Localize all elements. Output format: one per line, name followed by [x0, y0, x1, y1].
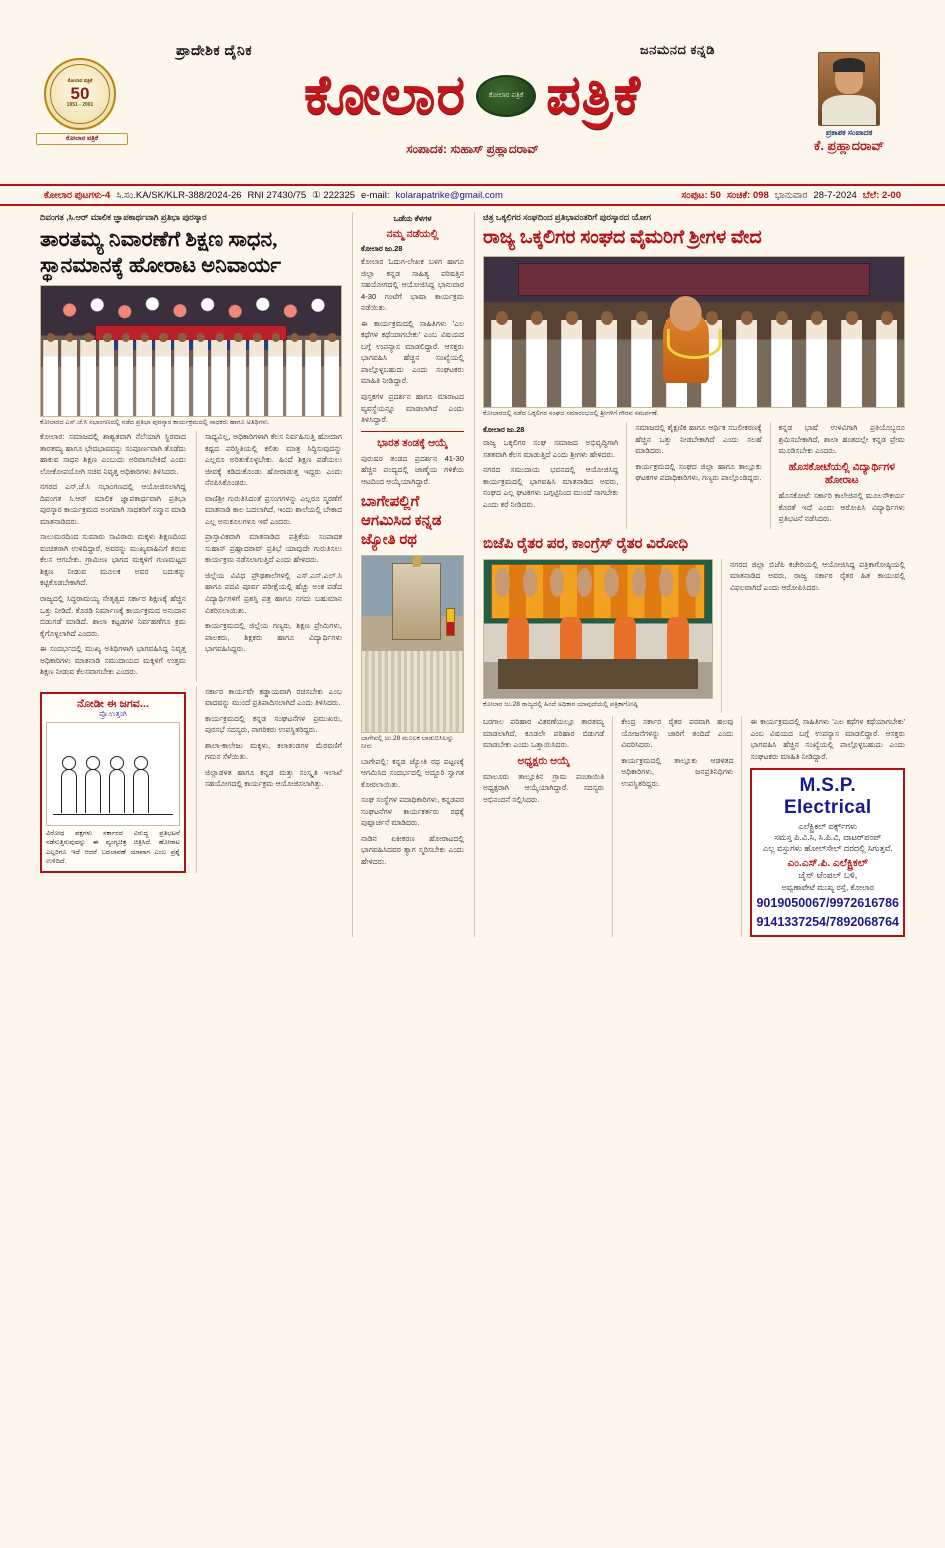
lead-story: [40, 212, 342, 937]
publication-date: 28-7-2024: [813, 189, 857, 201]
day-of-week: ಭಾನುವಾರ: [774, 189, 808, 201]
paragraph: ನಾಡಿನ ಏಕೀಕರಣ ಹೋರಾಟದಲ್ಲಿ ಭಾಗವಹಿಸಿದವರ ತ್ಯಾಗ ಸ್ಮರಿಸಬೇಕು ಎಂದು ಹೇಳಿದರು.: [361, 833, 464, 866]
edition-label: ಕೋಲಾರ ಪುಟಗಳು-4: [44, 189, 111, 201]
bjp-press-meet-photo: [483, 559, 713, 699]
cartoon-artist: ಪ್ರೊ.ಉತ್ತಂಗಿ: [99, 710, 127, 718]
right-sub-col-2: [626, 422, 761, 528]
centre-column: [352, 212, 464, 937]
right-sub-col-3: [770, 422, 905, 528]
editor-line: ಸಂಪಾದಕ: ಸುಹಾಸ್ ಪ್ರಹ್ಲಾದರಾವ್: [406, 142, 539, 156]
okkaliga-kicker: ಚಿತ್ರ ಒಕ್ಕಲಿಗರ ಸಂಘದಿಂದ ಪ್ರತಿಭಾವಂತರಿಗೆ ಪುರಸ್ಕಾರದ ಯೋಗ: [483, 212, 651, 222]
volume-number: ಸಂಪುಟ: 50: [681, 189, 721, 201]
page-content: [0, 206, 945, 945]
bjp-sub-col-3: [741, 716, 905, 937]
publisher-block: [797, 52, 901, 154]
right-block: [474, 212, 905, 937]
ad-line-1: ಎಲೆಕ್ಟ್ರಿಕಲ್ ವರ್ಕ್ಸ್‌ಗಳು: [798, 821, 858, 832]
rni-number: RNI 27430/75: [247, 189, 307, 201]
masthead-title-left: ಕೋಲಾರ: [303, 65, 467, 125]
publisher-role: ಪ್ರಕಾಶಕ ಸಂಪಾದಕ: [825, 128, 873, 137]
paragraph: ಕೇಂದ್ರ ಸರ್ಕಾರ ರೈತರ ಪರವಾಗಿ ಹಲವು ಯೋಜನೆಗಳನ್ನು ಜಾರಿಗೆ ತಂದಿದೆ ಎಂದು ವಿವರಿಸಿದರು.: [621, 717, 734, 750]
masthead-kicker-left: ಪ್ರಾದೇಶಿಕ ದೈನಿಕ: [176, 42, 253, 58]
paragraph: ಸಂಘ ಸಂಸ್ಥೆಗಳ ಪದಾಧಿಕಾರಿಗಳು, ಕನ್ನಡಪರ ಸಂಘಟನೆಗಳ ಕಾರ್ಯಕರ್ತರು ರಥಕ್ಕೆ ಪುಷ್ಪಾರ್ಚನೆ ಮಾಡಿದರು.: [361, 795, 464, 828]
okkaliga-photo: [483, 256, 905, 408]
publisher-photo: [818, 52, 880, 126]
masthead-title-right: ಪತ್ರಿಕೆ: [546, 65, 642, 125]
lead-photo-caption: ಕೋಲಾರದ ಎಸ್.ಜೆ.ಸಿ ಸಭಾಂಗಣದಲ್ಲಿ ನಡೆದ ಪ್ರತಿಭಾ ಪುರಸ್ಕಾರ ಕಾರ್ಯಕ್ರಮದಲ್ಲಿ ಸಾಧಕರು ಹಾಗೂ ಅತಿಥಿಗಳು.: [40, 418, 270, 426]
masthead-seal-icon: ಕೋಲಾರ ಪತ್ರಿಕೆ: [476, 75, 536, 117]
ad-phone-1[interactable]: 9019050067/9972616786: [756, 896, 899, 911]
bjp-sub-col-1: [483, 716, 604, 937]
centre-kicker: ಒಡೆಯ ಕೆಳಗಳ: [393, 214, 432, 223]
publisher-name: ಕೆ. ಪ್ರಹ್ಲಾದರಾವ್: [813, 138, 885, 153]
paragraph: ಪುರುಷರ ತಂಡದ ಪ್ರದರ್ಶನ 41-30 ಹೆಚ್ಚಿನ ಪಂದ್ಯದಲ್ಲಿ ಜಾಣ್ಮೆಯ ಗಳಿಕೆಯ ಆಟದಿಂದ ಆಯ್ಕೆಯಾಗಿದ್ದಾರೆ.: [361, 453, 464, 486]
paragraph: ಬಾಗೇಪಲ್ಲಿ: ಕನ್ನಡ ಜ್ಯೋತಿ ರಥ ಪಟ್ಟಣಕ್ಕೆ ಆಗಮಿಸಿದ ಸಂದರ್ಭದಲ್ಲಿ ಅದ್ದೂರಿ ಸ್ವಾಗತ ಕೋರಲಾಯಿತು.: [361, 756, 464, 789]
paragraph: ಕನ್ನಡ ಭಾಷೆ ಉಳಿವಿಗಾಗಿ ಪ್ರತಿಯೊಬ್ಬರೂ ಶ್ರಮಿಸಬೇಕಾಗಿದೆ, ಶಾಲಾ ಹಂತದಲ್ಲೇ ಕನ್ನಡ ಪ್ರೇಮ ಮೂಡಿಸಬೇಕು ಎಂದರು.: [778, 423, 905, 456]
bjp-photo-caption: ಕೋಲಾರ ಜು.28 ರಾಜ್ಯದಲ್ಲಿ ಹಿಂದೆ ಅಧಿಕಾರ ಯಾವುದೆಯಲ್ಲಿ ಪತ್ರಿಕಾಗೋಷ್ಠಿ: [483, 700, 638, 708]
bjp-sub-col-2: [612, 716, 733, 937]
okkaliga-headline: ರಾಜ್ಯ ಒಕ್ಕಲಿಗರ ಸಂಘದ ವೈಮರಿಗೆ ಶ್ರೀಗಳ ವೇದ: [483, 227, 762, 248]
info-bar: [0, 186, 945, 206]
paragraph: ಬರಗಾಲ ಪರಿಹಾರ ವಿತರಣೆಯಲ್ಲೂ ತಾರತಮ್ಯ ಮಾಡಲಾಗಿದೆ, ಕೂಡಲೇ ಪರಿಹಾರ ಬಿಡುಗಡೆ ಮಾಡಬೇಕು ಎಂದು ಒತ್ತಾಯಿಸಿದರು.: [483, 717, 605, 750]
hoskote-mini-headline: ಹೊಸಕೋಟೆಯಲ್ಲಿ ವಿದ್ಯಾರ್ಥಿಗಳ ಹೋರಾಟ: [788, 460, 895, 487]
ad-brand-name: M.S.P. Electrical: [783, 775, 872, 819]
paragraph: ನಗರದ ಎಸ್.ಜೆ.ಸಿ ಸಭಾಂಗಣದಲ್ಲಿ ಆಯೋಜಿಸಲಾಗಿದ್ದ ದಿವಂಗತ ಸಿ.ಆರ್ ಮಾಲಿಕ ಜ್ಞಾಪಕಾರ್ಥವಾಗಿ ಪ್ರತಿಭಾ ಪುರಸ್ಕಾರ ಕಾರ್ಯಕ್ರಮದ ಅಂಗವಾಗಿ ಸಾಧಕರಿಗೆ ಸನ್ಮಾನ ಮಾಡಿ ಮಾತನಾಡಿದರು.: [40, 482, 186, 526]
ad-shop-name: ಎಂ.ಎಸ್.ಪಿ. ಎಲೆಕ್ಟ್ರಿಕಲ್: [787, 857, 868, 870]
email-address[interactable]: kolarapatrike@gmail.com: [395, 189, 503, 201]
emblem-anniversary-number: 50: [70, 83, 90, 103]
registration-number: ಸಿ.ಸಂ.KA/SK/KLR-388/2024-26: [116, 189, 242, 201]
paragraph: ನಗರದ ಸಮುದಾಯ ಭವನದಲ್ಲಿ ಆಯೋಜಿಸಿದ್ದ ಕಾರ್ಯಕ್ರಮದಲ್ಲಿ ಭಾಗವಹಿಸಿ ಮಾತನಾಡಿದ ಅವರು, ಸಂಘದ ಎಲ್ಲ ಘಟಕಗಳು ಒಗ್ಗಟ್ಟಿನಿಂದ ಮುಂದೆ ಸಾಗಬೇಕು ಎಂದು ಕರೆ ನೀಡಿದರು.: [483, 465, 619, 509]
paragraph: ಕಾರ್ಯಕ್ರಮದಲ್ಲಿ ಸಂಘದ ಜಿಲ್ಲಾ ಹಾಗೂ ತಾಲ್ಲೂಕು ಘಟಕಗಳ ಪದಾಧಿಕಾರಿಗಳು, ಗಣ್ಯರು ಪಾಲ್ಗೊಂಡಿದ್ದರು.: [635, 461, 762, 483]
centre-subhead: ನಮ್ಮ ನಡೆಯಲ್ಲಿ: [386, 228, 439, 240]
advertisement-msp-electrical[interactable]: [750, 768, 905, 937]
paragraph: ವಾಣಿಶ್ರೀ ಗುರುತಿಸಿದಂತೆ ಪ್ರಸಂಗಗಳನ್ನು ಎಲ್ಲರೂ ಸ್ಮರಣೆಗೆ ಮಾತನಾಡಿ ಕಾಲ ಬದಲಾಗಿದೆ, ಇಂದು ಶಾಲೆಯಲ್ಲಿ ಬೇಕಾದ ಎಲ್ಲ ಅನುಕೂಲಗಳೂ ಇವೆ ಎಂದರು.: [205, 493, 342, 526]
bjp-text-side: [721, 559, 905, 714]
paragraph: ಶಾಲಾ-ಕಾಲೇಜು ಮಕ್ಕಳು, ಕಲಾತಂಡಗಳ ಮೆರವಣಿಗೆ ಗಮನ ಸೆಳೆಯಿತು.: [205, 740, 342, 762]
jyothi-ratha-caption: ಬಾಗೇಪಲ್ಲಿ ಜು.28 ಮೂಲಕ ಬಾಡುಬಿಸಿಲನ್ನು ನೀರು: [361, 734, 454, 751]
paragraph: ಜಿಲ್ಲೆಯ ವಿವಿಧ ಪ್ರೌಢಶಾಲೆಗಳಲ್ಲಿ ಎಸ್.ಎಸ್.ಎಲ್.ಸಿ ಹಾಗೂ ಪದವಿ ಪೂರ್ವ ಪರೀಕ್ಷೆಯಲ್ಲಿ ಹೆಚ್ಚು ಅಂಕ ಪಡೆದ ವಿದ್ಯಾರ್ಥಿಗಳಿಗೆ ಪ್ರಶಸ್ತಿ ಪತ್ರ ಹಾಗೂ ನಗದು ಬಹುಮಾನ ವಿತರಿಸಲಾಯಿತು.: [205, 570, 342, 615]
cartoon-artwork: [46, 722, 180, 826]
lead-headline: ತಾರತಮ್ಯ ನಿವಾರಣೆಗೆ ಶಿಕ್ಷಣ ಸಾಧನ, ಸ್ಥಾನಮಾನಕ್ಕೆ ಹೋರಾಟ ಅನಿವಾರ್ಯ: [40, 227, 282, 278]
jyothi-ratha-text: [196, 686, 342, 873]
ad-line-3: ಎಲ್ಲ ವಸ್ತುಗಳು ಹೋಲ್‌ಸೇಲ್ ದರದಲ್ಲಿ ಸಿಗುತ್ತವೆ.: [762, 843, 893, 854]
paragraph: ಪ್ರಾಸ್ತಾವಿಕವಾಗಿ ಮಾತನಾಡಿದ ಪತ್ರಿಕೆಯ ಸಂಪಾದಕ ಸುಹಾಸ್ ಪ್ರಹ್ಲಾದರಾವ್ ಪ್ರತಿಭೆ ಯಾವುದೇ ಗುರುತಿಸಲು ಕಾರ್ಯಕ್ರಮ ನಡೆಸಲಾಗುತ್ತಿದೆ ಎಂದು ಹೇಳಿದರು.: [205, 532, 342, 565]
right-sub-col-1: [483, 422, 618, 528]
paragraph: ಮಾಲೂರು ತಾಲ್ಲೂಕಿನ ಗ್ರಾಮ ಪಂಚಾಯಿತಿ ಅಧ್ಯಕ್ಷರಾಗಿ ಆಯ್ಕೆಯಾಗಿದ್ದಾರೆ. ಸದಸ್ಯರು ಅಭಿನಂದನೆ ಸಲ್ಲಿಸಿದರು.: [483, 771, 605, 804]
emblem-caption: ಕೋಲಾರ ಪತ್ರಿಕೆ: [36, 133, 128, 145]
okkaliga-dateline: ಕೋಲಾರ ಜು.28: [483, 425, 525, 435]
bjp-photo-wrap: [483, 559, 713, 714]
emblem-years: 1951 - 2001: [66, 102, 94, 109]
okkaliga-photo-caption: ಕೋಲಾರದಲ್ಲಿ ನಡೆದ ಒಕ್ಕಲಿಗರ ಸಂಘದ ಸಮಾರಂಭದಲ್ಲಿ ಶ್ರೀಗಳಿಗೆ ಗೌರವ ಸಮರ್ಪಣೆ.: [483, 409, 659, 417]
paragraph: ಈ ಸಂದರ್ಭದಲ್ಲಿ ಮುಖ್ಯ ಅತಿಥಿಗಳಾಗಿ ಭಾಗವಹಿಸಿದ್ದ ನಿವೃತ್ತ ಅಧಿಕಾರಿಗಳು ಮಾತನಾಡಿ ಸಮುದಾಯದ ಮಕ್ಕಳಿಗೆ ಉತ್ತಮ ಶಿಕ್ಷಣ ನೀಡುವ ಕೆಲಸವಾಗಬೇಕು ಎಂದರು.: [40, 644, 186, 677]
issue-number: ಸಂಚಿಕೆ: 098: [726, 189, 769, 201]
paragraph: ಕಾರ್ಯಕ್ರಮದಲ್ಲಿ ಜಿಲ್ಲೆಯ ಗಣ್ಯರು, ಶಿಕ್ಷಣ ಪ್ರೇಮಿಗಳು, ಪಾಲಕರು, ಶಿಕ್ಷಕರು ಹಾಗೂ ವಿದ್ಯಾರ್ಥಿಗಳು ಭಾಗವಹಿಸಿದ್ದರು.: [205, 621, 342, 654]
ad-address: ಅವ್ವಣಾಪೇಟೆ ಮುಖ್ಯ ರಸ್ತೆ, ಕೋಲಾರ: [781, 883, 874, 893]
cartoon-title: ನೋಡೀ ಈ ಜಗವ...: [76, 697, 150, 710]
paragraph: ಈ ಕಾರ್ಯಕ್ರಮದಲ್ಲಿ ಸಾಹಿತಿಗಳು 'ಎಲ ಕಥೆಗಳ ಕಥೆಯಾಗಬೇಕು' ಎಂಬ ವಿಷಯದ ಬಗ್ಗೆ ಉಪನ್ಯಾಸ ಮಾಡಲಿದ್ದಾರೆ. ಆಸಕ್ತರು ಭಾಗವಹಿಸಿ ಹೆಚ್ಚಿನ ಸಂಖ್ಯೆಯಲ್ಲಿ ಪಾಲ್ಗೊಳ್ಳಬಹುದು ಎಂದು ಸಂಘಟಕರು ಮಾಹಿತಿ ನೀಡಿದ್ದಾರೆ.: [361, 318, 464, 386]
paragraph: ಕೋಲಾರ: ಸಮಾಜದಲ್ಲಿ ಶಾಶ್ವತವಾಗಿ ನೆಲೆಯಾಗಿ ಸ್ಥಿರವಾದ ತಾರತಮ್ಯ ಹಾಗೂ ಭೇದಭಾವವನ್ನು ಸಂಪೂರ್ಣವಾಗಿ ತೊಡೆದು ಹಾಕುವ ಸಾಧನ ಶಿಕ್ಷಣ ಎಂಬುದು ಅರಿವಾಗಬೇಕಿದೆ ಎಂದು ಲೋಕೋಪಯೋಗಿ ಸಚಿವ ನಿವೃತ್ತ ಅಧಿಕಾರಿಗಳು ತಿಳಿಸಿದರು.: [40, 432, 186, 476]
cartoon-caption: ವಿರೋಧ ಪಕ್ಷಗಳು ಸರ್ಕಾರದ ವಿರುದ್ಧ ಪ್ರತಿಭಟನೆ ನಡೆಸುತ್ತಿರುವುದನ್ನು ಈ ವ್ಯಂಗ್ಯಚಿತ್ರ ಚಿತ್ರಿಸಿದೆ. ಹೋರಾಟ ಎಲ್ಲರಿಗೂ ಇದೆ ಆದರೆ ಬದಲಾವಣೆ ಯಾವಾಗ ಎಂಬ ಪ್ರಶ್ನೆ ಉಳಿದಿದೆ.: [46, 829, 180, 866]
paragraph: ನಗರದ ಜಿಲ್ಲಾ ಬಿಜೆಪಿ ಕಚೇರಿಯಲ್ಲಿ ಆಯೋಜಿಸಿದ್ದ ಪತ್ರಿಕಾಗೋಷ್ಠಿಯಲ್ಲಿ ಮಾತನಾಡಿದ ಅವರು, ರಾಜ್ಯ ಸರ್ಕಾರ ರೈತರ ಹಿತ ಕಾಯುವಲ್ಲಿ ವಿಫಲವಾಗಿದೆ ಎಂದು ಆರೋಪಿಸಿದರು.: [730, 559, 905, 592]
paragraph: ಹೊಸಕೋಟೆ: ಸರ್ಕಾರಿ ಕಾಲೇಜಿನಲ್ಲಿ ಮೂಲಸೌಕರ್ಯ ಕೊರತೆ ಇದೆ ಎಂದು ಆರೋಪಿಸಿ ವಿದ್ಯಾರ್ಥಿಗಳು ಪ್ರತಿಭಟನೆ ನಡೆಸಿದರು.: [778, 491, 905, 524]
paragraph: ಕಾರ್ಯಕ್ರಮದಲ್ಲಿ ಕನ್ನಡ ಸಂಘಟನೆಗಳ ಪ್ರಮುಖರು, ಪುರಸಭೆ ಸದಸ್ಯರು, ನಾಗರಿಕರು ಉಪಸ್ಥಿತರಿದ್ದರು.: [205, 713, 342, 735]
cover-price: ಬೆಲೆ: 2-00: [862, 189, 901, 201]
bjp-headline: ಬಿಜೆಪಿ ರೈತರ ಪರ, ಕಾಂಗ್ರೆಸ್ ರೈತರ ವಿರೋಧಿ: [483, 535, 689, 552]
paragraph: ಪುಸ್ತಕಗಳ ಪ್ರದರ್ಶನ ಹಾಗೂ ಮಾರಾಟದ ವ್ಯವಸ್ಥೆಯನ್ನೂ ಮಾಡಲಾಗಿದೆ ಎಂದು ತಿಳಿಸಿದ್ದಾರೆ.: [361, 391, 464, 425]
lead-text-column-2: [196, 431, 342, 682]
ad-phone-2[interactable]: 9141337254/7892068764: [756, 914, 899, 929]
phone-number: ① 222325: [312, 189, 356, 201]
centre-mini-headline: ಭಾರತ ತಂಡಕ್ಕೆ ಆಯ್ಕೆ: [377, 436, 448, 449]
jyothi-ratha-photo: [361, 555, 464, 733]
ad-landmark: ಜೈನ್ ಟೆಂಪಲ್ ಬಳಿ,: [798, 870, 858, 881]
paragraph: ರಾಜ್ಯ ಒಕ್ಕಲಿಗರ ಸಂಘ ಸಮಾಜದ ಅಭಿವೃದ್ಧಿಗಾಗಿ ಸತತವಾಗಿ ಕೆಲಸ ಮಾಡುತ್ತಿದೆ ಎಂದು ಶ್ರೀಗಳು ಹೇಳಿದರು.: [483, 438, 619, 459]
lead-photo: [40, 285, 342, 417]
paragraph: ರಾಜ್ಯದಲ್ಲಿ ಸಿದ್ಧರಾಮಯ್ಯ ನೇತೃತ್ವದ ಸರ್ಕಾರ ಶಿಕ್ಷಣಕ್ಕೆ ಹೆಚ್ಚಿನ ಒತ್ತು ನೀಡಿದೆ. ಕೊಠಡಿ ನಿರ್ಮಾಣಕ್ಕೆ ಕಾರ್ಯಕ್ರಮದ ಅನುದಾನ ಬಿಡುಗಡೆ ಮಾಡಿದೆ. ಶಾಲಾ ಕಟ್ಟಡಗಳ ನಿರ್ವಹಣೆಗೂ ಕ್ರಮ ಕೈಗೊಳ್ಳಲಾಗಿದೆ ಎಂದರು.: [40, 593, 186, 638]
lead-text-column-1: [40, 431, 186, 682]
email-label: e-mail:: [361, 189, 390, 201]
masthead-kicker-right: ಜನಮನದ ಕನ್ನಡಿ: [639, 42, 715, 57]
centre-dateline: ಕೋಲಾರ ಜು.28: [361, 244, 403, 254]
lead-dateline: ದಿವಂಗತ ,ಸಿ.ಆರ್ ಮಾಲಿಕ ಜ್ಞಾಪಕಾರ್ಥವಾಗಿ ಪ್ರತಿಭಾ ಪುರಸ್ಕಾರ: [40, 212, 207, 222]
masthead: [0, 0, 945, 186]
emblem-top-text: ಕೋಲಾರ ಪತ್ರಿಕೆ: [67, 78, 93, 85]
jyothi-ratha-headline: ಬಾಗೇಪಲ್ಲಿಗೆ ಆಗಮಿಸಿದ ಕನ್ನಡ ಜ್ಯೋತಿ ರಥ: [361, 494, 442, 548]
paragraph: ಸರ್ಕಾರ ಕಾರ್ಯವೇ ಕಡ್ಡಾಯವಾಗಿ ರಚಿಸಬೇಕು ಎಂಬ ವಾದವನ್ನು ಮುಂದೆ ಪ್ರತಿಪಾದಿಸಲಾಗಿದೆ ಎಂದು ತಿಳಿಸಿದರು.: [205, 686, 342, 708]
paragraph: ಈ ಕಾರ್ಯಕ್ರಮದಲ್ಲಿ ಸಾಹಿತಿಗಳು 'ಎಲ ಕಥೆಗಳ ಕಥೆಯಾಗಬೇಕು' ಎಂಬ ವಿಷಯದ ಬಗ್ಗೆ ಉಪನ್ಯಾಸ ಮಾಡಲಿದ್ದಾರೆ. ಆಸಕ್ತರು ಭಾಗವಹಿಸಿ ಹೆಚ್ಚಿನ ಸಂಖ್ಯೆಯಲ್ಲಿ ಪಾಲ್ಗೊಳ್ಳಬಹುದು ಎಂದು ಸಂಘಟಕರು ಮಾಹಿತಿ ನೀಡಿದ್ದಾರೆ.: [750, 717, 905, 761]
paragraph: ಸಮಾಜದಲ್ಲಿ ಶೈಕ್ಷಣಿಕ ಹಾಗೂ ಆರ್ಥಿಕ ಸಬಲೀಕರಣಕ್ಕೆ ಹೆಚ್ಚಿನ ಒತ್ತು ನೀಡಬೇಕಾಗಿದೆ ಎಂದು ಸಲಹೆ ಮಾಡಿದರು.: [635, 423, 762, 456]
paragraph: ಜಿಲ್ಲಾಡಳಿತ ಹಾಗೂ ಕನ್ನಡ ಮತ್ತು ಸಂಸ್ಕೃತಿ ಇಲಾಖೆ ಸಹಯೋಗದಲ್ಲಿ ಕಾರ್ಯಕ್ರಮ ಆಯೋಜಿಸಲಾಗಿತ್ತು.: [205, 767, 342, 789]
paragraph: ಕಾರ್ಯಕ್ರಮದಲ್ಲಿ ತಾಲ್ಲೂಕು ಆಡಳಿತದ ಅಧಿಕಾರಿಗಳು, ಜನಪ್ರತಿನಿಧಿಗಳು ಉಪಸ್ಥಿತರಿದ್ದರು.: [621, 755, 734, 788]
paragraph: ಸಾಲುಮರದಿಂದ ಸುಮಾರು ಸಾವಿರಾರು ಮಕ್ಕಳು ಶಿಕ್ಷಣದಿಂದ ವಂಚಿತರಾಗಿ ಉಳಿದಿದ್ದಾರೆ, ಅವರನ್ನು ಮುಖ್ಯವಾಹಿನಿಗೆ ತರುವ ಕೆಲಸ ಆಗಬೇಕು. ಗ್ರಾಮೀಣ ಭಾಗದ ಮಕ್ಕಳಿಗೆ ಗುಣಮಟ್ಟದ ಶಿಕ್ಷಣ ನೀಡುವ ಮೂಲಕ ಅವರ ಬದುಕನ್ನು ಕಟ್ಟಿಕೊಡಬೇಕಾಗಿದೆ.: [40, 532, 186, 588]
paragraph: ಸಾಧ್ಯವಿಲ್ಲ, ಅಧಿಕಾರಿಗಳಾಗಿ ಕೆಲಸ ನಿರ್ವಹಿಸುತ್ತಿ ಹೋದಾಗ ಕಷ್ಟದ ಪರಿಸ್ಥಿತಿಯಲ್ಲಿ ಕಲಿತು ಮಾತ್ರ ಸಿದ್ಧಿಸುವುದನ್ನು ಎಲ್ಲರೂ ಅರಿತುಕೊಳ್ಳಬೇಕು. ಹಿಂದೆ ಶಿಕ್ಷಣ ಪಡೆಯಲು ಜೀವಕ್ಕೆ ಕಡಿದುಕೊಂಡು ಹೋರಾಡುತ್ತ ಇದ್ದರು ಎಂದು ನೆನಪಿಸಿಕೊಂಡರು.: [205, 432, 342, 488]
president-mini-headline: ಅಧ್ಯಕ್ಷರು ಆಯ್ಕೆ: [517, 754, 570, 767]
ad-line-2: ಸಮಸ್ತ ಪಿ.ವಿ.ಸಿ, ಸಿ.ಪಿ.ವಿ, ವಾಟರ್‌ಪಂಪ್: [774, 832, 882, 843]
cartoon-box: [40, 692, 186, 873]
paragraph: ಕೋಲಾರ ಓದುಗ-ಲೇಖಕ ಬಳಗ ಹಾಗೂ ಜಿಲ್ಲಾ ಕನ್ನಡ ಸಾಹಿತ್ಯ ಪರಿಷತ್ತಿನ ಸಹಯೋಗದಲ್ಲಿ ಆಯೋಜಿಸಿದ್ದ ಭಾನುವಾರ 4-30 ಗಂಟೆಗೆ ಭಾಷಾ ಕಾರ್ಯಕ್ರಮ ನಡೆಯಿತು.: [361, 257, 464, 313]
